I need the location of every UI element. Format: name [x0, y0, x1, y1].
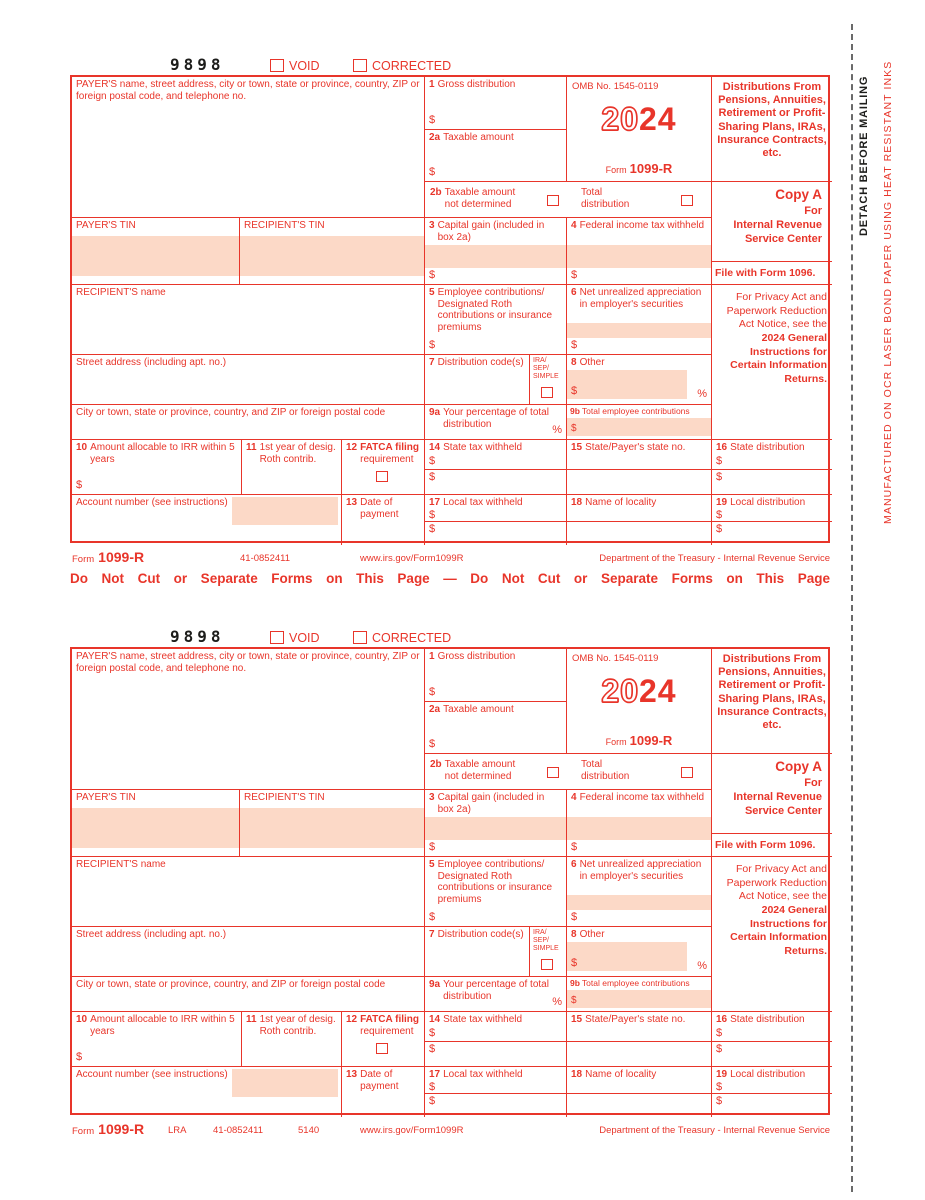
entry-divider [425, 521, 566, 522]
account-number-label: Account number (see instructions) [76, 1069, 228, 1080]
box4-field[interactable] [567, 817, 711, 840]
footer-department: Department of the Treasury - Internal Revenue Service [599, 1125, 830, 1136]
footer-cat-number: 41-0852411 [213, 1125, 264, 1136]
box10-label: 10 Amount allocable to IRR within 5 years [76, 1014, 235, 1037]
box14-state-tax-withheld [425, 1012, 567, 1067]
box16-state-distribution [712, 1012, 832, 1067]
footer-cat-number: 41-0852411 [240, 553, 291, 564]
box2a-label: 2a Taxable amount [429, 704, 514, 715]
box16-state-distribution [712, 440, 832, 495]
dollar-sign: $ [716, 1081, 723, 1093]
box8-label: 8 Other [571, 357, 605, 368]
privacy-notice-cell [712, 857, 832, 1012]
ira-sep-simple-label: IRA/ SEP/ SIMPLE [533, 929, 559, 953]
footer-form-number: Form 1099-R [72, 549, 145, 565]
dollar-sign: $ [429, 455, 436, 467]
total-distribution-checkbox[interactable] [681, 767, 693, 778]
dollar-sign: $ [716, 509, 723, 521]
dollar-sign: $ [429, 1081, 436, 1093]
box9b-label: 9b Total employee contributions [570, 978, 690, 988]
dollar-sign: $ [429, 509, 436, 521]
dollar-sign: $ [716, 455, 723, 467]
box14-label: 14 State tax withheld [429, 1014, 523, 1025]
ira-sep-simple-cell [530, 927, 567, 977]
box16-label: 16 State distribution [716, 1014, 805, 1025]
form-1099r-grid [70, 647, 830, 1115]
dollar-sign: $ [571, 269, 578, 282]
form-number: Form 1099-R [605, 733, 673, 749]
city-state-zip-box[interactable] [72, 977, 425, 1012]
fatca-checkbox[interactable] [376, 471, 388, 482]
box18-name-of-locality[interactable] [567, 1067, 712, 1117]
box5-employee-contributions [425, 285, 567, 355]
box6-field[interactable] [567, 323, 711, 338]
box19-label: 19 Local distribution [716, 1069, 806, 1080]
box2b-not-determined-label: 2b Taxable amount not determined [430, 187, 516, 210]
box18-name-of-locality[interactable] [567, 495, 712, 545]
box10-amount-allocable-irr [72, 440, 242, 495]
entry-divider [425, 1041, 566, 1042]
entry-divider [712, 521, 832, 522]
percent-sign: % [697, 388, 707, 401]
recipient-name-box[interactable] [72, 857, 425, 927]
dollar-sign: $ [571, 995, 577, 1007]
ocr-form-code: 9898 [170, 627, 225, 646]
entry-divider [567, 521, 711, 522]
do-not-cut-text: Do Not Cut or Separate Forms on This Page — Do Not Cut or Separate Forms on This Page [70, 571, 830, 586]
footer-department: Department of the Treasury - Internal Revenue Service [599, 553, 830, 564]
dollar-sign: $ [716, 471, 723, 483]
city-state-zip-box[interactable] [72, 405, 425, 440]
box13-date-of-payment[interactable] [342, 1067, 425, 1117]
void-checkbox[interactable] [270, 631, 284, 644]
box5-label: 5 Employee contributions/ Designated Roth contributions or insurance premiums [429, 859, 553, 905]
payer-tin-label: PAYER'S TIN [76, 220, 136, 231]
box6-net-unrealized-appreciation [567, 857, 712, 927]
file-with-cell: File with Form 1096. [712, 262, 832, 285]
box7-label: 7 Distribution code(s) [429, 929, 524, 940]
footer-irs-url: www.irs.gov/Form1099R [360, 553, 464, 564]
dollar-sign: $ [716, 523, 723, 535]
dollar-sign: $ [429, 1043, 436, 1055]
percent-sign: % [552, 996, 562, 1009]
box7-distribution-codes[interactable] [425, 927, 530, 977]
box9b-total-employee-contributions [567, 405, 712, 440]
box14-label: 14 State tax withheld [429, 442, 523, 453]
form-1099r-grid [70, 75, 830, 543]
percent-sign: % [552, 424, 562, 437]
box10-amount-allocable-irr [72, 1012, 242, 1067]
dollar-sign: $ [429, 1095, 436, 1107]
dollar-sign: $ [716, 1027, 723, 1039]
dollar-sign: $ [716, 1095, 723, 1107]
dollar-sign: $ [76, 1051, 83, 1064]
box4-label: 4 Federal income tax withheld [571, 220, 705, 231]
dollar-sign: $ [429, 686, 436, 699]
copy-a-cell: Copy A For Internal Revenue Service Center [712, 182, 832, 262]
form-slot-bottom [70, 627, 830, 1115]
payer-tin-field[interactable] [72, 808, 239, 848]
box19-label: 19 Local distribution [716, 497, 806, 508]
box19-local-distribution [712, 495, 832, 545]
box3-label: 3 Capital gain (included in box 2a) [429, 220, 545, 243]
box2a-label: 2a Taxable amount [429, 132, 514, 143]
dollar-sign: $ [76, 479, 83, 492]
box4-field[interactable] [567, 245, 711, 268]
box17-local-tax-withheld [425, 495, 567, 545]
city-state-zip-label: City or town, state or province, country, and ZIP or foreign postal code [76, 407, 386, 418]
box19-local-distribution [712, 1067, 832, 1117]
box6-field[interactable] [567, 895, 711, 910]
dollar-sign: $ [429, 114, 436, 127]
box9b-field[interactable] [567, 418, 711, 436]
recipient-tin-field[interactable] [240, 236, 424, 276]
dollar-sign: $ [429, 911, 436, 924]
payer-info-box[interactable] [72, 77, 425, 218]
box2a-taxable-amount [425, 130, 567, 182]
copy-a-label: Copy A [775, 759, 822, 774]
dollar-sign: $ [571, 385, 578, 398]
omb-year-cell [567, 649, 712, 754]
form-slot-top [70, 55, 830, 543]
box3-capital-gain [425, 218, 567, 285]
box11-first-year-roth[interactable] [242, 1012, 342, 1067]
account-number-field[interactable] [232, 1069, 338, 1097]
dollar-sign: $ [429, 1027, 436, 1039]
form-header [70, 55, 830, 75]
box18-label: 18 Name of locality [571, 497, 657, 508]
dollar-sign: $ [571, 841, 578, 854]
box9b-field[interactable] [567, 990, 711, 1008]
dollar-sign: $ [429, 523, 436, 535]
box2b-total-distribution-label: Total distribution [581, 187, 630, 210]
entry-divider [425, 469, 566, 470]
box8-field[interactable] [567, 942, 687, 971]
tax-year: 2024 [601, 101, 677, 137]
recipient-tin-box [240, 790, 425, 857]
box17-label: 17 Local tax withheld [429, 497, 523, 508]
recipient-tin-label: RECIPIENT'S TIN [244, 220, 325, 231]
fatca-checkbox[interactable] [376, 1043, 388, 1054]
recipient-tin-field[interactable] [240, 808, 424, 848]
payer-tin-field[interactable] [72, 236, 239, 276]
dollar-sign: $ [571, 911, 578, 924]
ira-sep-simple-checkbox[interactable] [541, 387, 553, 398]
street-address-box[interactable] [72, 927, 425, 977]
privacy-notice: For Privacy Act and Paperwork Reduction Act Notice, see the 2024 General Instructions for Certain Information Returns. [726, 291, 827, 385]
box17-local-tax-withheld [425, 1067, 567, 1117]
box3-field[interactable] [425, 245, 566, 268]
box15-state-payer-no[interactable] [567, 440, 712, 495]
payer-info-label: PAYER'S name, street address, city or town, state or province, country, ZIP or foreign postal code, and telephone no. [76, 79, 420, 102]
box9a-label: 9a Your percentage of total distribution [429, 979, 549, 1002]
distributions-title: Distributions From Pensions, Annuities, Retirement or Profit-Sharing Plans, IRAs, Insurance Contracts, etc. [717, 81, 827, 159]
corrected-label: CORRECTED [372, 59, 452, 73]
total-distribution-checkbox[interactable] [681, 195, 693, 206]
box18-label: 18 Name of locality [571, 1069, 657, 1080]
box4-label: 4 Federal income tax withheld [571, 792, 705, 803]
account-number-field[interactable] [232, 497, 338, 525]
footer-code: 5140 [298, 1125, 320, 1136]
box12-label: 12 FATCA filing requirement [346, 1014, 420, 1037]
entry-divider [712, 1093, 832, 1094]
omb-number: OMB No. 1545-0119 [572, 81, 659, 92]
box7-label: 7 Distribution code(s) [429, 357, 524, 368]
box10-label: 10 Amount allocable to IRR within 5 years [76, 442, 235, 465]
ira-sep-simple-cell [530, 355, 567, 405]
box15-label: 15 State/Payer's state no. [571, 442, 686, 453]
dollar-sign: $ [429, 738, 436, 751]
void-checkbox[interactable] [270, 59, 284, 72]
entry-divider [712, 469, 832, 470]
dollar-sign: $ [429, 339, 436, 352]
dollar-sign: $ [429, 269, 436, 282]
box2a-taxable-amount [425, 702, 567, 754]
account-number-label: Account number (see instructions) [76, 497, 228, 508]
ira-sep-simple-label: IRA/ SEP/ SIMPLE [533, 357, 559, 381]
taxable-not-determined-checkbox[interactable] [547, 767, 559, 778]
box2b-row [425, 754, 712, 790]
manufactured-note-text: MANUFACTURED ON OCR LASER BOND PAPER USING HEAT RESISTANT INKS [882, 60, 894, 524]
box1-gross-distribution [425, 649, 567, 702]
payer-info-label: PAYER'S name, street address, city or town, state or province, country, ZIP or foreign postal code, and telephone no. [76, 651, 420, 674]
box6-net-unrealized-appreciation [567, 285, 712, 355]
dollar-sign: $ [429, 166, 436, 179]
ira-sep-simple-checkbox[interactable] [541, 959, 553, 970]
box16-label: 16 State distribution [716, 442, 805, 453]
dollar-sign: $ [429, 471, 436, 483]
box5-employee-contributions [425, 857, 567, 927]
box8-other [567, 927, 712, 977]
box13-date-of-payment[interactable] [342, 495, 425, 545]
corrected-checkbox[interactable] [353, 631, 367, 644]
box3-capital-gain [425, 790, 567, 857]
box2b-not-determined-label: 2b Taxable amount not determined [430, 759, 516, 782]
entry-divider [425, 1093, 566, 1094]
account-number-box [72, 1067, 342, 1117]
form-number: Form 1099-R [605, 161, 673, 177]
file-with-cell: File with Form 1096. [712, 834, 832, 857]
box3-label: 3 Capital gain (included in box 2a) [429, 792, 545, 815]
corrected-label: CORRECTED [372, 631, 452, 645]
entry-divider [567, 1041, 711, 1042]
box15-label: 15 State/Payer's state no. [571, 1014, 686, 1025]
box11-first-year-roth[interactable] [242, 440, 342, 495]
payer-info-box[interactable] [72, 649, 425, 790]
box9b-label: 9b Total employee contributions [570, 406, 690, 416]
box6-label: 6 Net unrealized appreciation in employer's securities [571, 859, 702, 882]
box13-label: 13 Date of payment [346, 497, 399, 520]
box4-federal-tax-withheld [567, 218, 712, 285]
dollar-sign: $ [716, 1043, 723, 1055]
dollar-sign: $ [429, 841, 436, 854]
city-state-zip-label: City or town, state or province, country, and ZIP or foreign postal code [76, 979, 386, 990]
box8-label: 8 Other [571, 929, 605, 940]
street-address-label: Street address (including apt. no.) [76, 357, 227, 368]
recipient-name-label: RECIPIENT'S name [76, 859, 166, 870]
perforation-line [851, 24, 853, 1192]
box9a-label: 9a Your percentage of total distribution [429, 407, 549, 430]
box14-state-tax-withheld [425, 440, 567, 495]
entry-divider [712, 1041, 832, 1042]
percent-sign: % [697, 960, 707, 973]
box8-field[interactable] [567, 370, 687, 399]
detach-before-mailing-text: DETACH BEFORE MAILING [858, 75, 870, 236]
box4-federal-tax-withheld [567, 790, 712, 857]
distributions-title-cell [712, 649, 832, 754]
box13-label: 13 Date of payment [346, 1069, 399, 1092]
footer-form-number: Form 1099-R [72, 1121, 145, 1137]
box9a-percentage-of-total [425, 977, 567, 1012]
entry-divider [567, 1093, 711, 1094]
box9b-total-employee-contributions [567, 977, 712, 1012]
box8-other [567, 355, 712, 405]
copy-a-cell: Copy A For Internal Revenue Service Center [712, 754, 832, 834]
box17-label: 17 Local tax withheld [429, 1069, 523, 1080]
recipient-tin-box [240, 218, 425, 285]
footer-irs-url: www.irs.gov/Form1099R [360, 1125, 464, 1136]
form-footer-top [70, 549, 830, 567]
box1-label: 1 Gross distribution [429, 651, 516, 662]
void-label: VOID [289, 631, 320, 645]
dollar-sign: $ [571, 957, 578, 970]
omb-year-cell [567, 77, 712, 182]
box12-fatca [342, 440, 425, 495]
recipient-name-label: RECIPIENT'S name [76, 287, 166, 298]
corrected-checkbox[interactable] [353, 59, 367, 72]
account-number-box [72, 495, 342, 545]
payer-tin-label: PAYER'S TIN [76, 792, 136, 803]
tax-year: 2024 [601, 673, 677, 709]
box3-field[interactable] [425, 817, 566, 840]
entry-divider [567, 469, 711, 470]
form-copy-bottom [70, 627, 830, 1139]
box1-label: 1 Gross distribution [429, 79, 516, 90]
box12-fatca [342, 1012, 425, 1067]
box5-label: 5 Employee contributions/ Designated Roth contributions or insurance premiums [429, 287, 553, 333]
recipient-name-box[interactable] [72, 285, 425, 355]
footer-lra: LRA [168, 1125, 187, 1136]
box11-label: 11 1st year of desig. Roth contrib. [246, 1014, 336, 1037]
box2b-row [425, 182, 712, 218]
privacy-notice: For Privacy Act and Paperwork Reduction Act Notice, see the 2024 General Instructions for Certain Information Returns. [726, 863, 827, 957]
distributions-title: Distributions From Pensions, Annuities, Retirement or Profit-Sharing Plans, IRAs, Insurance Contracts, etc. [717, 653, 827, 731]
privacy-notice-cell [712, 285, 832, 440]
ocr-form-code: 9898 [170, 55, 225, 74]
box7-distribution-codes[interactable] [425, 355, 530, 405]
recipient-tin-label: RECIPIENT'S TIN [244, 792, 325, 803]
distributions-title-cell [712, 77, 832, 182]
box6-label: 6 Net unrealized appreciation in employer's securities [571, 287, 702, 310]
taxable-not-determined-checkbox[interactable] [547, 195, 559, 206]
form-header [70, 627, 830, 647]
box12-label: 12 FATCA filing requirement [346, 442, 420, 465]
payer-tin-box [72, 218, 240, 285]
copy-a-label: Copy A [775, 187, 822, 202]
dollar-sign: $ [571, 423, 577, 435]
form-footer-bottom [70, 1121, 830, 1139]
street-address-label: Street address (including apt. no.) [76, 929, 227, 940]
form-copy-top [70, 55, 830, 567]
box2b-total-distribution-label: Total distribution [581, 759, 630, 782]
omb-number: OMB No. 1545-0119 [572, 653, 659, 664]
dollar-sign: $ [571, 339, 578, 352]
void-label: VOID [289, 59, 320, 73]
payer-tin-box [72, 790, 240, 857]
box9a-percentage-of-total [425, 405, 567, 440]
box1-gross-distribution [425, 77, 567, 130]
box11-label: 11 1st year of desig. Roth contrib. [246, 442, 336, 465]
street-address-box[interactable] [72, 355, 425, 405]
box15-state-payer-no[interactable] [567, 1012, 712, 1067]
